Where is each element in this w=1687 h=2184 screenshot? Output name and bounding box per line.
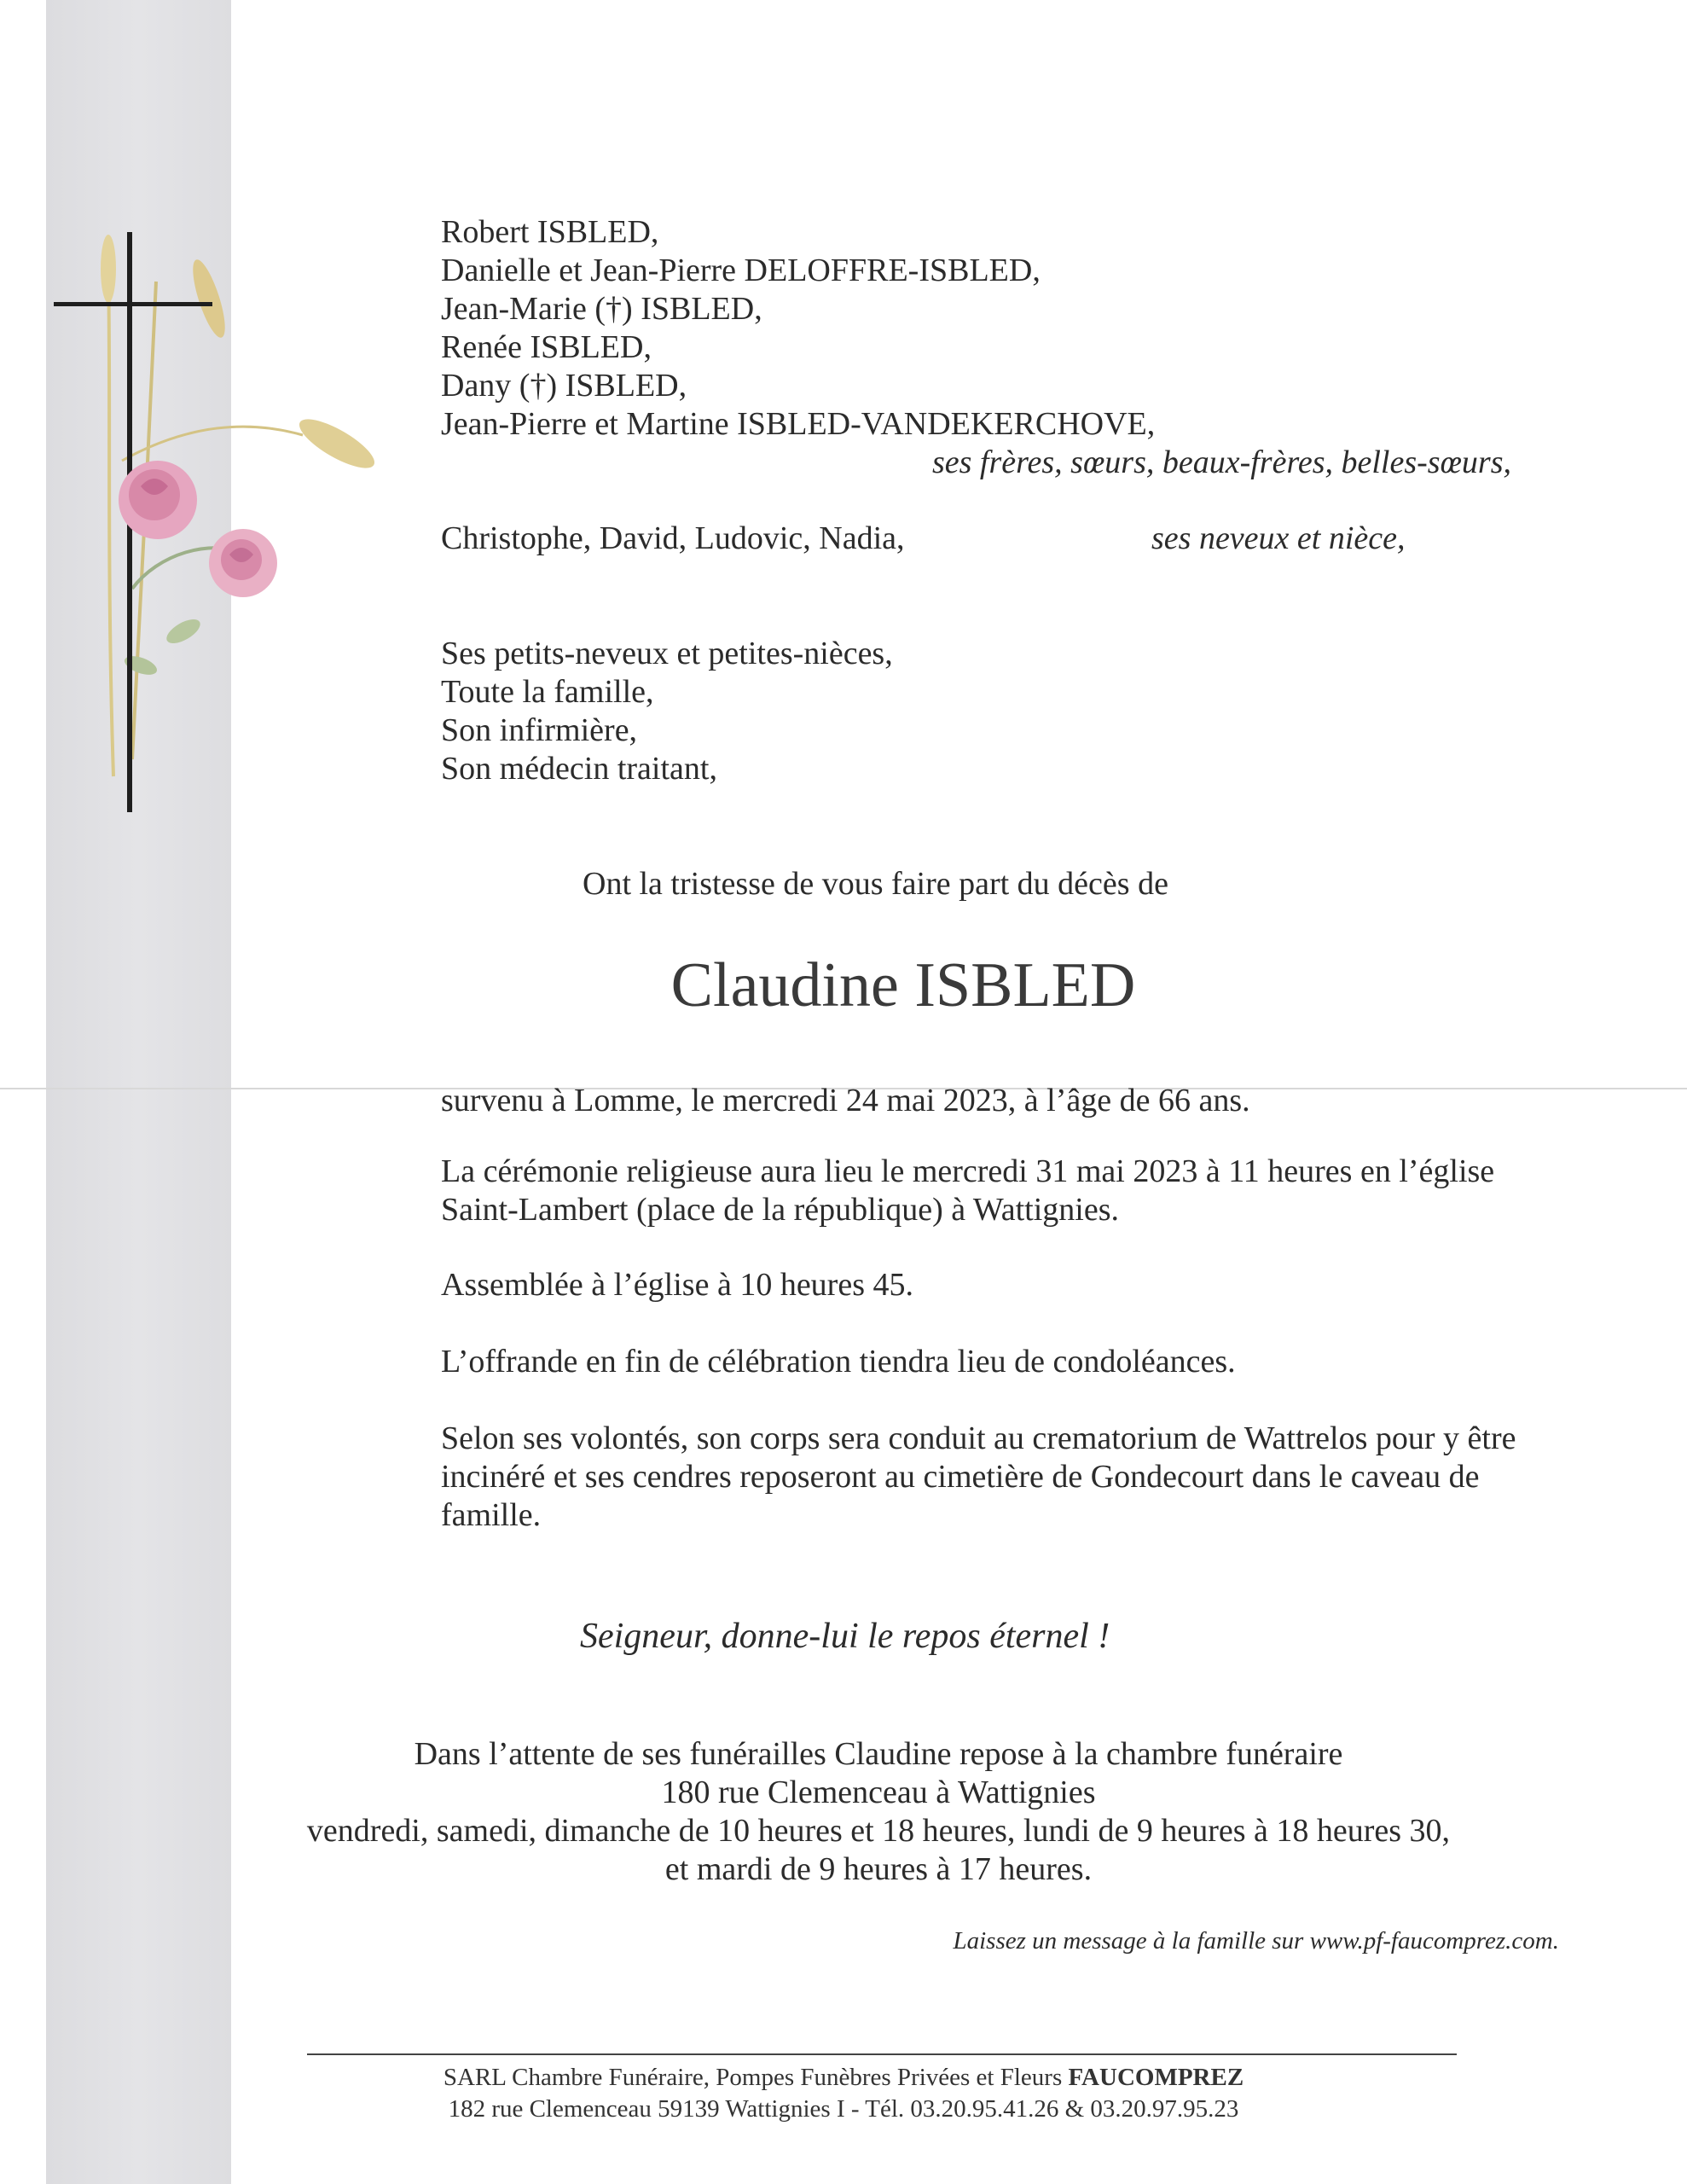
wishes-text: incinéré et ses cendres reposeront au cimetière de Gondecourt dans le caveau de — [441, 1459, 1480, 1495]
footer-company-prefix: SARL Chambre Funéraire, Pompes Funèbres Privées et Fleurs — [443, 2064, 1063, 2091]
family-line: Ses petits-neveux et petites-nièces, — [441, 636, 893, 671]
footer-address: 182 rue Clemenceau 59139 Wattignies I - Tél. 03.20.95.41.26 & 03.20.97.95.23 — [448, 2095, 1239, 2123]
family-line: Danielle et Jean-Pierre DELOFFRE-ISBLED, — [441, 253, 1041, 288]
visitation-text: 180 rue Clemenceau à Wattignies — [661, 1774, 1096, 1810]
nephews-names: Christophe, David, Ludovic, Nadia, — [441, 520, 905, 556]
siblings-label: ses frères, sœurs, beaux-frères, belles-sœurs, — [931, 444, 1511, 480]
ceremony-text: Saint-Lambert (place de la république) à Wattignies. — [441, 1192, 1119, 1228]
footer-company-name: FAUCOMPREZ — [1068, 2064, 1244, 2091]
footer-company — [0, 2062, 1687, 2093]
family-line: Son infirmière, — [441, 712, 638, 748]
online-message: Laissez un message à la famille sur www.pf-faucomprez.com. — [953, 1927, 1559, 1955]
ceremony-text: La cérémonie religieuse aura lieu le mercredi 31 mai 2023 à 11 heures en l’église — [441, 1153, 1495, 1189]
family-line: Robert ISBLED, — [441, 214, 659, 250]
family-line: Jean-Pierre et Martine ISBLED-VANDEKERCHOVE, — [441, 406, 1156, 442]
prayer: Seigneur, donne-lui le repos éternel ! — [580, 1617, 1110, 1656]
family-line: Renée ISBLED, — [441, 329, 652, 365]
visitation-text: et mardi de 9 heures à 17 heures. — [664, 1851, 1093, 1887]
wishes-text: Selon ses volontés, son corps sera conduit au crematorium de Wattrelos pour y être — [441, 1420, 1516, 1456]
family-line: Jean-Marie (†) ISBLED, — [441, 291, 762, 327]
footer-divider — [307, 2053, 1457, 2055]
death-notice: survenu à Lomme, le mercredi 24 mai 2023, à l’âge de 66 ans. — [441, 1083, 1250, 1118]
announcement-intro: Ont la tristesse de vous faire part du décès de — [583, 866, 1168, 902]
deceased-name: Claudine ISBLED — [670, 950, 1136, 1020]
assembly-text: Assemblée à l’église à 10 heures 45. — [441, 1267, 913, 1303]
cross-roses-illustration — [47, 230, 397, 819]
family-line: Dany (†) ISBLED, — [441, 368, 687, 404]
wishes-text: famille. — [441, 1497, 542, 1533]
nephews-label: ses neveux et nièce, — [1151, 520, 1406, 556]
family-line: Toute la famille, — [441, 674, 654, 710]
visitation-text: vendredi, samedi, dimanche de 10 heures et 18 heures, lundi de 9 heures à 18 heures 30, — [306, 1813, 1451, 1849]
visitation-text: Dans l’attente de ses funérailles Claudine repose à la chambre funéraire — [414, 1736, 1343, 1772]
family-line: Son médecin traitant, — [441, 751, 717, 787]
offering-text: L’offrande en fin de célébration tiendra lieu de condoléances. — [441, 1344, 1236, 1380]
